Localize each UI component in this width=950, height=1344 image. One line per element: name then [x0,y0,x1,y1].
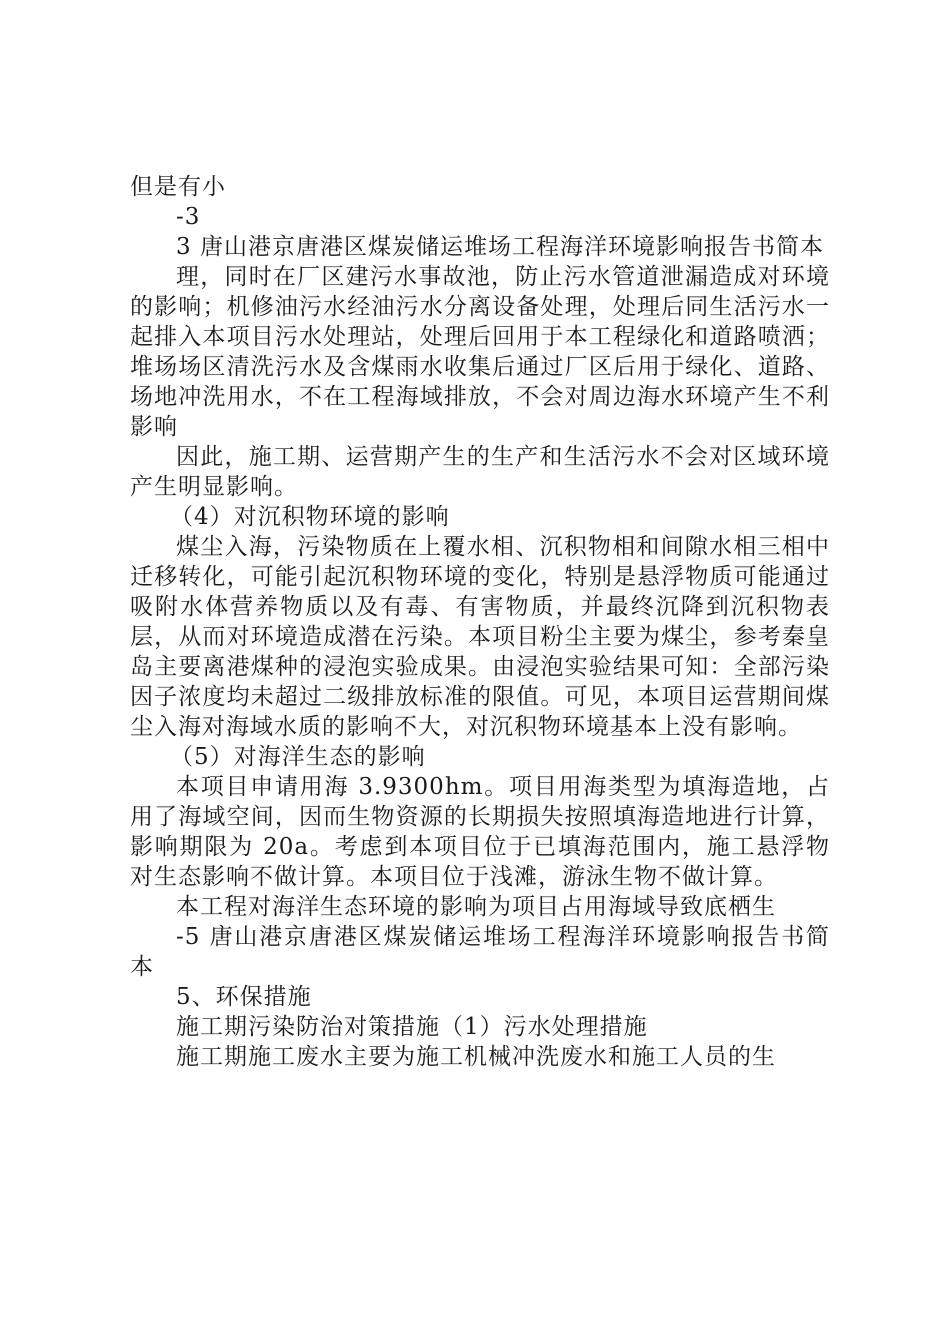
page-number: -3 [176,204,201,230]
page-header: -5 唐山港京唐港区煤炭储运堆场工程海洋环境影响报告书简本 [130,924,830,980]
paragraph: 本工程对海洋生态环境的影响为项目占用海域导致底栖生 [176,894,776,920]
paragraph: 煤尘入海，污染物质在上覆水相、沉积物相和间隙水相三相中迁移转化，可能引起沉积物环境的变化，特别是悬浮物质可能通过吸附水体营养物质以及有毒、有害物质，并最终沉降到沉积物表层，从而对环境造成潜在污染。本项目粉尘主要为煤尘，参考秦皇岛主要离港煤种的浸泡实验成果。由浸泡实验结果可知：全部污染因子浓度均未超过二级排放标准的限值。可见，本项目运营期间煤尘入海对海域水质的影响不大，对沉积物环境基本上没有影响。 [130,534,830,740]
paragraph: 因此，施工期、运营期产生的生产和生活污水不会对区域环境产生明显影响。 [130,444,830,500]
paragraph: 但是有小 [130,174,226,200]
paragraph: 施工期施工废水主要为施工机械冲洗废水和施工人员的生 [176,1044,776,1070]
page-header: 3 唐山港京唐港区煤炭储运堆场工程海洋环境影响报告书简本 [176,234,824,260]
section-heading: 5、环保措施 [176,984,312,1010]
document-body [130,172,830,1072]
paragraph: 本项目申请用海 3.9300hm。项目用海类型为填海造地，占用了海域空间，因而生物资源的长期损失按照填海造地进行计算，影响期限为 20a。考虑到本项目位于已填海范围内，施工悬浮物对生态影响不做计算。本项目位于浅滩，游泳生物不做计算。 [130,774,830,890]
section-heading: 施工期污染防治对策措施（1）污水处理措施 [176,1014,648,1040]
section-heading: （5）对海洋生态的影响 [170,744,426,770]
section-heading: （4）对沉积物环境的影响 [170,504,450,530]
paragraph: 理，同时在厂区建污水事故池，防止污水管道泄漏造成对环境的影响；机修油污水经油污水分离设备处理，处理后同生活污水一起排入本项目污水处理站，处理后回用于本工程绿化和道路喷洒；堆场场区清洗污水及含煤雨水收集后通过厂区后用于绿化、道路、场地冲洗用水，不在工程海域排放，不会对周边海水环境产生不利影响 [130,264,830,440]
